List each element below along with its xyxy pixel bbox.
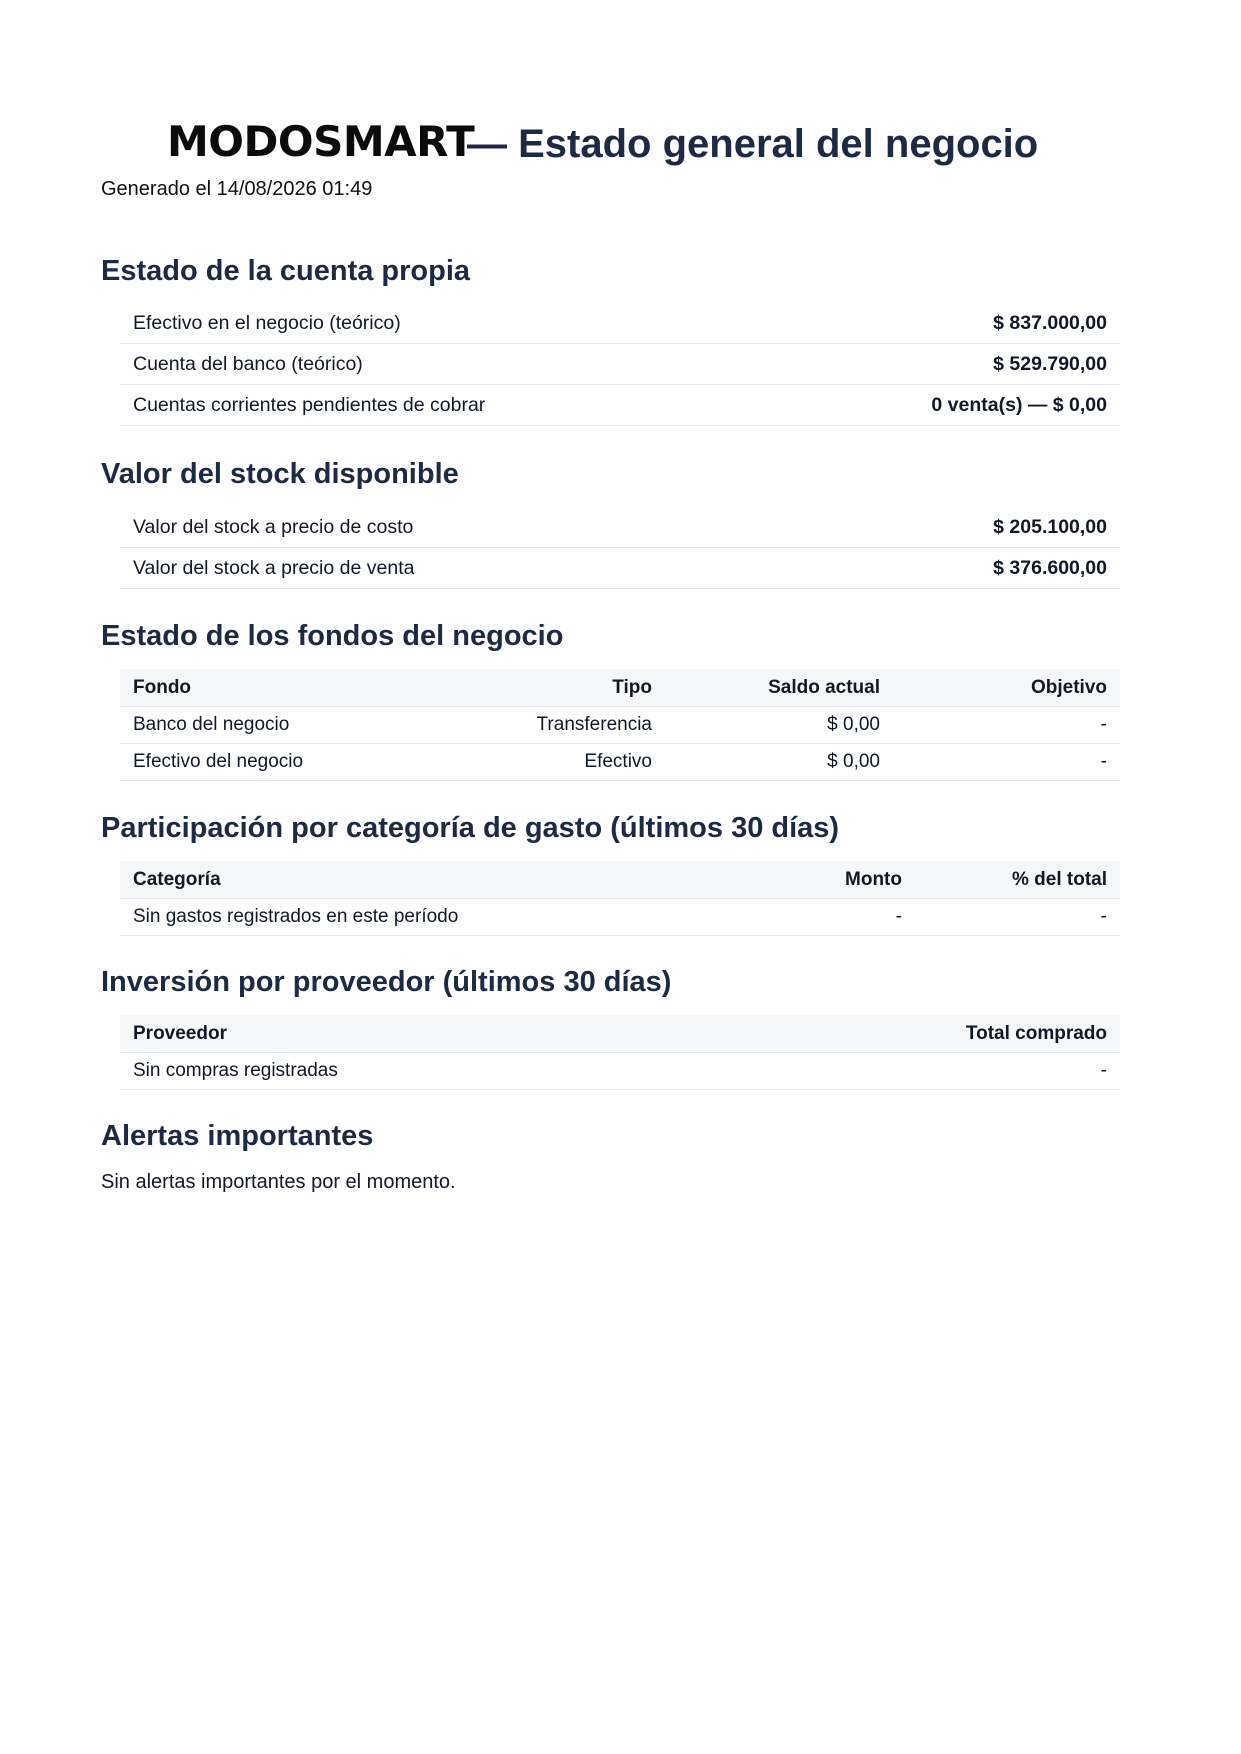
column-header-objetivo: Objetivo	[893, 669, 1120, 707]
column-header-fondo: Fondo	[120, 669, 420, 707]
alerts-message: Sin alertas importantes por el momento.	[101, 1171, 456, 1193]
expense-percent: -	[915, 899, 1120, 936]
supplier-total: -	[720, 1053, 1120, 1090]
account-row-value: $ 837.000,00	[993, 311, 1107, 334]
column-header-tipo: Tipo	[420, 669, 665, 707]
section-title-funds: Estado de los fondos del negocio	[101, 620, 564, 652]
account-row-label: Efectivo en el negocio (teórico)	[133, 311, 401, 334]
table-row	[120, 1053, 1120, 1090]
section-title-expenses: Participación por categoría de gasto (últimos 30 días)	[101, 812, 840, 844]
stock-list	[120, 507, 1120, 589]
section-title-account: Estado de la cuenta propia	[101, 255, 471, 287]
stock-row	[120, 548, 1120, 589]
stock-row-value: $ 205.100,00	[993, 515, 1107, 538]
column-header-proveedor: Proveedor	[120, 1015, 720, 1053]
column-header-percent: % del total	[915, 861, 1120, 899]
account-row	[120, 303, 1120, 344]
fund-type: Efectivo	[420, 744, 665, 781]
suppliers-header-row	[120, 1015, 1120, 1053]
column-header-saldo: Saldo actual	[665, 669, 893, 707]
expense-amount: -	[760, 899, 915, 936]
expense-category: Sin gastos registrados en este período	[120, 899, 760, 936]
fund-target: -	[893, 707, 1120, 744]
generated-date: Generado el 14/08/2026 01:49	[101, 178, 373, 200]
account-row-value: 0 venta(s) — $ 0,00	[931, 393, 1107, 416]
account-row-value: $ 529.790,00	[993, 352, 1107, 375]
column-header-monto: Monto	[760, 861, 915, 899]
account-row-label: Cuentas corrientes pendientes de cobrar	[133, 393, 486, 416]
expenses-header-row	[120, 861, 1120, 899]
table-row	[120, 707, 1120, 744]
supplier-name: Sin compras registradas	[120, 1053, 720, 1090]
brand-logo: MODOSMART	[167, 117, 475, 166]
fund-balance: $ 0,00	[665, 707, 893, 744]
section-title-suppliers: Inversión por proveedor (últimos 30 días)	[101, 966, 672, 998]
fund-name: Banco del negocio	[120, 707, 420, 744]
table-row	[120, 744, 1120, 781]
suppliers-table	[120, 1015, 1120, 1090]
account-row	[120, 344, 1120, 385]
column-header-total: Total comprado	[720, 1015, 1120, 1053]
account-row-label: Cuenta del banco (teórico)	[133, 352, 363, 375]
section-title-alerts: Alertas importantes	[101, 1120, 374, 1152]
funds-header-row	[120, 669, 1120, 707]
funds-table	[120, 669, 1120, 781]
stock-row	[120, 507, 1120, 548]
account-row	[120, 385, 1120, 426]
table-row	[120, 899, 1120, 936]
stock-row-label: Valor del stock a precio de costo	[133, 515, 414, 538]
stock-row-label: Valor del stock a precio de venta	[133, 556, 415, 579]
column-header-categoria: Categoría	[120, 861, 760, 899]
section-title-stock: Valor del stock disponible	[101, 458, 459, 490]
expenses-table	[120, 861, 1120, 936]
fund-balance: $ 0,00	[665, 744, 893, 781]
fund-target: -	[893, 744, 1120, 781]
report-title: — Estado general del negocio	[467, 122, 1039, 166]
fund-name: Efectivo del negocio	[120, 744, 420, 781]
stock-row-value: $ 376.600,00	[993, 556, 1107, 579]
fund-type: Transferencia	[420, 707, 665, 744]
account-list	[120, 303, 1120, 426]
